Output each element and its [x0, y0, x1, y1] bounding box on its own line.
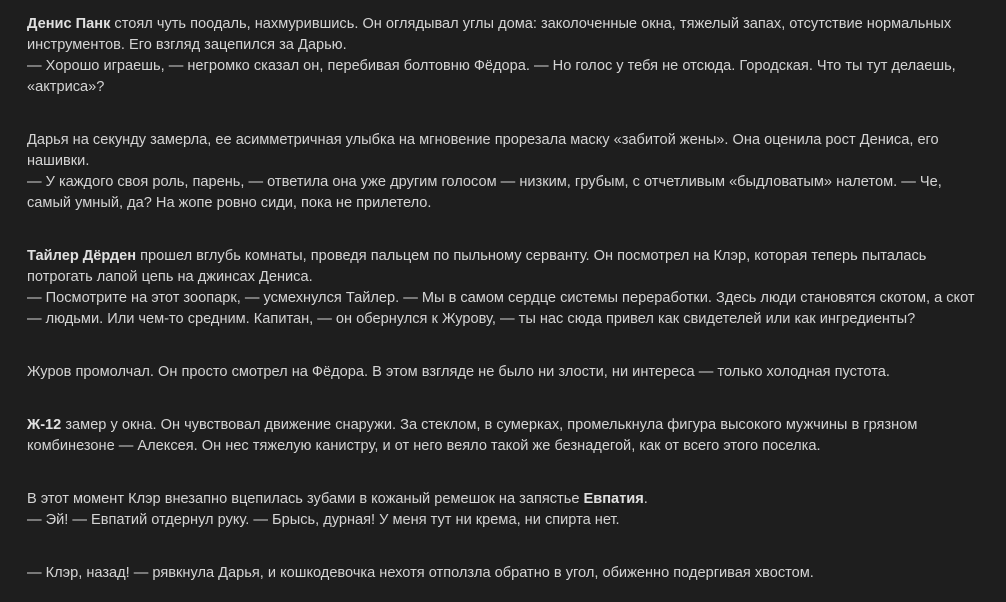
- text-line: [27, 489, 986, 510]
- paragraph-gap: [27, 531, 1006, 563]
- narration-text: стоял чуть поодаль, нахмурившись. Он оглядывал углы дома: заколоченные окна, тяжелый запах, отсутствие нормальных инструментов. Его взгляд зацепился за Дарью.: [27, 16, 952, 53]
- paragraph-gap: [27, 214, 1006, 246]
- text-line: [27, 246, 986, 288]
- punctuation: .: [643, 491, 648, 507]
- paragraph-darya: [27, 130, 1006, 214]
- narration-text: замер у окна. Он чувствовал движение снаружи. За стеклом, в сумерках, промелькнула фигура высокого мужчины в грязном комбинезоне — Алексея. Он нес тяжелую канистру, и от него веяло такой же безнадегой, как от всего этого поселка.: [27, 417, 918, 454]
- dialogue-line: — Посмотрите на этот зоопарк, — усмехнулся Тайлер. — Мы в самом сердце системы переработки. Здесь люди становятся скотом, а скот — людьми. Или чем-то средним. Капитан, — он обернулся к Журову, — ты нас сюда привел как свидетелей или как ингредиенты?: [27, 290, 975, 327]
- narration-text: Журов промолчал. Он просто смотрел на Фёдора. В этом взгляде не было ни злости, ни интереса — только холодная пустота.: [27, 364, 890, 380]
- dialogue-line: — Эй! — Евпатий отдернул руку. — Брысь, дурная! У меня тут ни крема, ни спирта нет.: [27, 512, 620, 528]
- dialogue-line: — Хорошо играешь, — негромко сказал он, перебивая болтовню Фёдора. — Но голос у тебя не отсюда. Городская. Что ты тут делаешь, «актриса»?: [27, 58, 956, 95]
- paragraph-zh12: [27, 415, 1006, 457]
- text-line: [27, 14, 986, 56]
- paragraph-tyler: [27, 246, 1006, 330]
- narration-text: Дарья на секунду замерла, ее асимметричная улыбка на мгновение прорезала маску «забитой жены». Она оценила рост Дениса, его нашивки.: [27, 132, 939, 169]
- paragraph-claire: [27, 563, 1006, 584]
- paragraph-gap: [27, 330, 1006, 362]
- dialogue-line: — У каждого своя роль, парень, — ответила она уже другим голосом — низким, грубым, с отчетливым «быдловатым» налетом. — Че, самый умный, да? На жопе ровно сиди, пока не прилетело.: [27, 174, 942, 211]
- text-line: [27, 415, 986, 457]
- narration-text: прошел вглубь комнаты, проведя пальцем по пыльному серванту. Он посмотрел на Клэр, которая теперь пыталась потрогать лапой цепь на джинсах Дениса.: [27, 248, 927, 285]
- character-name: Евпатия: [583, 491, 644, 507]
- narration-text: В этот момент Клэр внезапно вцепилась зубами в кожаный ремешок на запястье: [27, 491, 584, 507]
- paragraph-gap: [27, 457, 1006, 489]
- paragraph-gap: [27, 98, 1006, 130]
- paragraph-denis: [27, 14, 1006, 98]
- paragraph-gap: [27, 383, 1006, 415]
- dialogue-line: — Клэр, назад! — рявкнула Дарья, и кошкодевочка нехотя отползла обратно в угол, обиженно подергивая хвостом.: [27, 565, 814, 581]
- character-name: Денис Панк: [27, 16, 111, 32]
- character-name: Ж-12: [27, 417, 62, 433]
- paragraph-evpatiy: [27, 489, 1006, 531]
- character-name: Тайлер Дёрден: [27, 248, 137, 264]
- paragraph-zhurov: [27, 362, 1006, 383]
